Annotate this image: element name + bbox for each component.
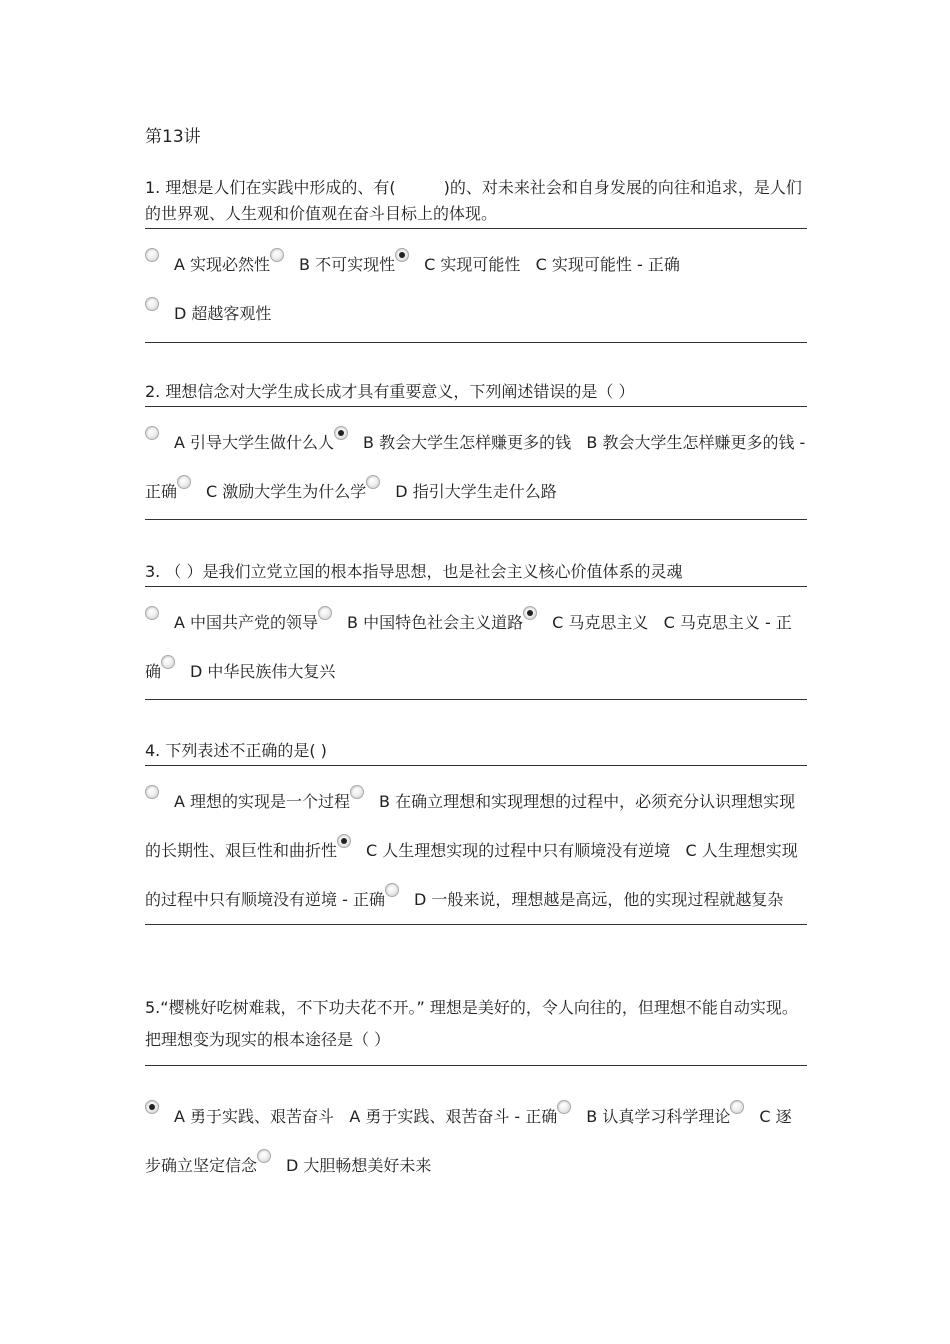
- correct-answer: C 实现可能性 - 正确: [535, 255, 680, 274]
- divider: [145, 699, 807, 700]
- option-label: D 中华民族伟大复兴: [190, 662, 336, 681]
- question-text: 5.“樱桃好吃树难栽，不下功夫花不开。” 理想是美好的，令人向往的，但理想不能自动实现。把理想变为现实的根本途径是（ ）: [145, 998, 798, 1049]
- correct-answer: B 教会大学生怎样赚更多的钱 - 正确: [145, 433, 806, 501]
- divider: [145, 519, 807, 520]
- radio-d[interactable]: [257, 1149, 271, 1163]
- divider: [145, 924, 807, 925]
- option-label: D 一般来说，理想越是高远，他的实现过程就越复杂: [413, 890, 784, 909]
- options: [145, 240, 807, 338]
- radio-b-selected[interactable]: [334, 426, 348, 440]
- correct-answer: C 人生理想实现的过程中只有顺境没有逆境 - 正确: [145, 841, 798, 909]
- question-3: [145, 559, 807, 700]
- radio-a-selected[interactable]: [145, 1100, 159, 1114]
- option-label: D 指引大学生走什么路: [395, 482, 557, 501]
- lecture-title: 第13讲: [145, 127, 201, 147]
- options: [145, 598, 807, 696]
- question-5: [145, 992, 807, 1190]
- radio-b[interactable]: [350, 785, 364, 799]
- radio-a[interactable]: [145, 606, 159, 620]
- option-label: A 理想的实现是一个过程: [174, 792, 351, 811]
- option-label: A 勇于实践、艰苦奋斗: [174, 1107, 335, 1126]
- option-label: C 马克思主义: [552, 613, 649, 632]
- option-label: C 逐步确立坚定信念: [145, 1107, 792, 1175]
- question-text: 3. （ ）是我们立党立国的根本指导思想，也是社会主义核心价值体系的灵魂: [145, 559, 807, 587]
- radio-a[interactable]: [145, 785, 159, 799]
- option-label: C 人生理想实现的过程中只有顺境没有逆境: [366, 841, 671, 860]
- question-text: 2. 理想信念对大学生成长成才具有重要意义，下列阐述错误的是（ ）: [145, 379, 807, 407]
- correct-answer: C 马克思主义 - 正确: [145, 613, 792, 681]
- option-label: C 激励大学生为什么学: [206, 482, 367, 501]
- option-label: A 中国共产党的领导: [174, 613, 319, 632]
- options: [145, 777, 807, 924]
- question-1: [145, 175, 807, 343]
- radio-d[interactable]: [161, 655, 175, 669]
- radio-a[interactable]: [145, 248, 159, 262]
- radio-c[interactable]: [177, 475, 191, 489]
- option-label: A 实现必然性: [174, 255, 271, 274]
- option-label: B 在确立理想和实现理想的过程中，必须充分认识理想实现的长期性、艰巨性和曲折性: [145, 792, 796, 860]
- radio-c[interactable]: [730, 1100, 744, 1114]
- option-label: B 不可实现性: [299, 255, 396, 274]
- options: [145, 1092, 807, 1190]
- option-label: C 实现可能性: [424, 255, 521, 274]
- divider: [145, 342, 807, 343]
- option-label: D 超越客观性: [174, 304, 272, 323]
- radio-c-selected[interactable]: [523, 606, 537, 620]
- radio-a[interactable]: [145, 426, 159, 440]
- option-label: B 教会大学生怎样赚更多的钱: [363, 433, 572, 452]
- radio-d[interactable]: [385, 883, 399, 897]
- option-label: B 中国特色社会主义道路: [347, 613, 524, 632]
- question-4: [145, 738, 807, 925]
- question-2: [145, 379, 807, 520]
- option-label: D 大胆畅想美好未来: [286, 1156, 432, 1175]
- radio-d[interactable]: [145, 297, 159, 311]
- option-label: A 引导大学生做什么人: [174, 433, 335, 452]
- options: [145, 418, 807, 516]
- question-text: 1. 理想是人们在实践中形成的、有( )的、对未来社会和自身发展的向往和追求，是人们的世界观、人生观和价值观在奋斗目标上的体现。: [145, 175, 807, 229]
- radio-c-selected[interactable]: [395, 248, 409, 262]
- radio-b[interactable]: [318, 606, 332, 620]
- radio-b[interactable]: [270, 248, 284, 262]
- option-label: B 认真学习科学理论: [586, 1107, 731, 1126]
- radio-d[interactable]: [366, 475, 380, 489]
- radio-c-selected[interactable]: [337, 834, 351, 848]
- divider: [145, 1065, 807, 1066]
- radio-b[interactable]: [557, 1100, 571, 1114]
- correct-answer: A 勇于实践、艰苦奋斗 - 正确: [349, 1107, 558, 1126]
- question-text: 4. 下列表述不正确的是( ): [145, 738, 807, 766]
